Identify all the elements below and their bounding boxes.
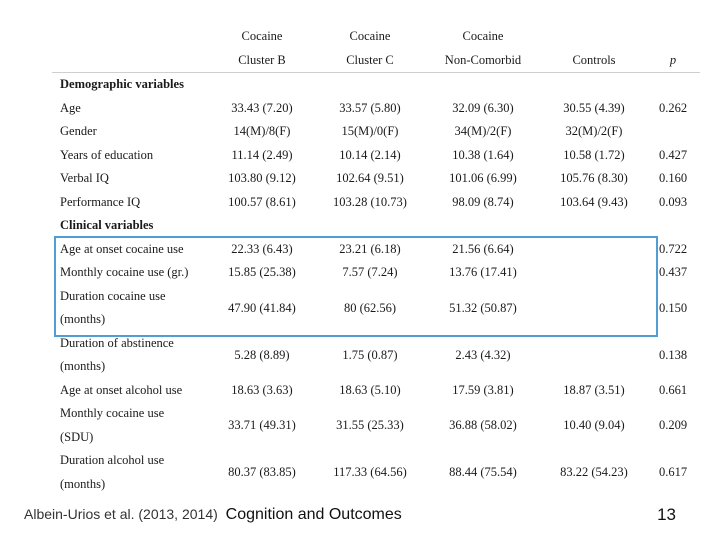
- row-label: Age: [60, 100, 81, 115]
- cell-p: 0.617: [658, 465, 688, 479]
- cell-controls: 18.87 (3.51): [563, 382, 625, 397]
- section-title: Demographic variables: [60, 77, 184, 92]
- cell-p: 0.209: [658, 418, 688, 432]
- table-row: [52, 191, 700, 215]
- cell-controls: [542, 238, 646, 262]
- row-label: Verbal IQ: [60, 171, 109, 186]
- cell-non-comorbid: 101.06 (6.99): [449, 171, 517, 186]
- table-row: [52, 120, 700, 144]
- cell-controls: [542, 285, 646, 332]
- cell-cluster-b: 5.28 (8.89): [234, 347, 290, 362]
- cell-controls: 10.58 (1.72): [563, 147, 625, 162]
- header-col2-line1: Cocaine: [349, 29, 391, 43]
- cell-non-comorbid: 32.09 (6.30): [452, 100, 514, 115]
- cell-non-comorbid: 51.32 (50.87): [449, 300, 517, 315]
- cell-non-comorbid: 88.44 (75.54): [449, 465, 517, 479]
- footer-citation: [24, 506, 402, 524]
- cell-p: 0.722: [658, 241, 688, 256]
- cell-p: 0.262: [658, 100, 688, 115]
- cell-controls: 83.22 (54.23): [560, 465, 628, 479]
- header-col4-line1: [542, 24, 646, 48]
- cell-cluster-c: 80 (62.56): [343, 300, 397, 315]
- section-clinical: [52, 214, 700, 238]
- cell-cluster-b: 15.85 (25.38): [228, 265, 296, 280]
- results-table: [52, 24, 700, 496]
- cell-cluster-b: 33.43 (7.20): [231, 100, 293, 115]
- cell-controls: 30.55 (4.39): [563, 100, 625, 115]
- cell-cluster-b: 22.33 (6.43): [231, 241, 293, 256]
- cell-non-comorbid: 98.09 (8.74): [452, 194, 514, 209]
- row-label: Performance IQ: [60, 194, 141, 209]
- cell-cluster-b: 100.57 (8.61): [228, 194, 296, 209]
- cell-non-comorbid: 34(M)/2(F): [454, 124, 512, 139]
- cell-cluster-c: 10.14 (2.14): [339, 147, 401, 162]
- section-demographic: [52, 73, 700, 97]
- table-row: [52, 402, 700, 426]
- table-row: [52, 379, 700, 403]
- table-row: [52, 144, 700, 168]
- row-label-continued: (months): [60, 476, 106, 491]
- citation-text: Albein-Urios et al. (2013, 2014): [24, 506, 218, 522]
- cell-p: 0.427: [658, 147, 688, 162]
- table-row: [52, 97, 700, 121]
- cell-cluster-b: 33.71 (49.31): [228, 418, 296, 432]
- cell-controls: [542, 332, 646, 379]
- section-title: Clinical variables: [60, 218, 154, 233]
- row-label: Years of education: [60, 147, 154, 162]
- row-label: Duration of abstinence: [60, 335, 174, 350]
- cell-cluster-b: 18.63 (3.63): [231, 382, 293, 397]
- cell-cluster-c: 31.55 (25.33): [336, 418, 404, 432]
- cell-cluster-c: 117.33 (64.56): [333, 465, 407, 479]
- cell-cluster-b: 11.14 (2.49): [231, 147, 293, 162]
- cell-p: 0.437: [658, 265, 688, 280]
- cell-cluster-c: 15(M)/0(F): [341, 124, 399, 139]
- header-col4-line2: Controls: [542, 48, 646, 73]
- cell-cluster-c: 7.57 (7.24): [342, 265, 398, 280]
- cell-p: 0.093: [658, 194, 688, 209]
- row-label: Duration alcohol use: [60, 453, 165, 468]
- cell-cluster-b: 47.90 (41.84): [228, 300, 296, 315]
- cell-non-comorbid: 21.56 (6.64): [452, 241, 514, 256]
- row-label: Age at onset alcohol use: [60, 382, 183, 397]
- cell-controls: [542, 261, 646, 285]
- header-col5-line1: [646, 24, 700, 48]
- row-label: Age at onset cocaine use: [60, 241, 184, 256]
- table-row: [52, 332, 700, 356]
- slide-number: 13: [657, 505, 676, 524]
- cell-controls: 103.64 (9.43): [560, 194, 628, 209]
- table-row: [52, 238, 700, 262]
- row-label-continued: (months): [60, 359, 106, 374]
- header-col3-line2: Non-Comorbid: [424, 48, 542, 73]
- cell-p: 0.160: [658, 171, 688, 186]
- table-row: [52, 285, 700, 309]
- cell-controls: 10.40 (9.04): [563, 418, 625, 432]
- row-label-continued: (months): [60, 312, 106, 327]
- header-col3-line1: Cocaine: [462, 29, 504, 43]
- cell-controls: 32(M)/2(F): [565, 124, 623, 139]
- table-row: [52, 167, 700, 191]
- cell-cluster-c: 23.21 (6.18): [339, 241, 401, 256]
- cell-cluster-c: 102.64 (9.51): [336, 171, 404, 186]
- cell-controls: 105.76 (8.30): [560, 171, 628, 186]
- topic-title: Cognition and Outcomes: [225, 506, 402, 523]
- cell-non-comorbid: 17.59 (3.81): [452, 382, 514, 397]
- table-row: [52, 261, 700, 285]
- cell-p: 0.150: [658, 300, 688, 315]
- header-col1-line1: Cocaine: [241, 29, 283, 43]
- cell-p: 0.138: [658, 347, 688, 362]
- cell-cluster-b: 80.37 (83.85): [228, 465, 296, 479]
- row-label: Duration cocaine use: [60, 288, 166, 303]
- cell-non-comorbid: 13.76 (17.41): [449, 265, 517, 280]
- row-label: Monthly cocaine use (gr.): [60, 265, 189, 280]
- header-col2-line2: Cluster C: [316, 48, 424, 73]
- cell-cluster-b: 14(M)/8(F): [233, 124, 291, 139]
- cell-cluster-c: 1.75 (0.87): [342, 347, 398, 362]
- row-label: Monthly cocaine use: [60, 406, 165, 421]
- cell-non-comorbid: 10.38 (1.64): [452, 147, 514, 162]
- cell-cluster-c: 33.57 (5.80): [339, 100, 401, 115]
- cell-non-comorbid: 36.88 (58.02): [449, 418, 517, 432]
- cell-cluster-b: 103.80 (9.12): [228, 171, 296, 186]
- cell-p: [646, 120, 700, 144]
- header-row-bottom: [52, 48, 700, 73]
- cell-p: 0.661: [658, 382, 688, 397]
- table-row: [52, 449, 700, 473]
- row-label-continued: (SDU): [60, 429, 94, 444]
- row-label: Gender: [60, 124, 97, 139]
- header-row-top: [52, 24, 700, 48]
- cell-non-comorbid: 2.43 (4.32): [455, 347, 511, 362]
- header-col1-line2: Cluster B: [208, 48, 316, 73]
- cell-cluster-c: 103.28 (10.73): [333, 194, 407, 209]
- header-p-value: p: [646, 48, 700, 73]
- cell-cluster-c: 18.63 (5.10): [339, 382, 401, 397]
